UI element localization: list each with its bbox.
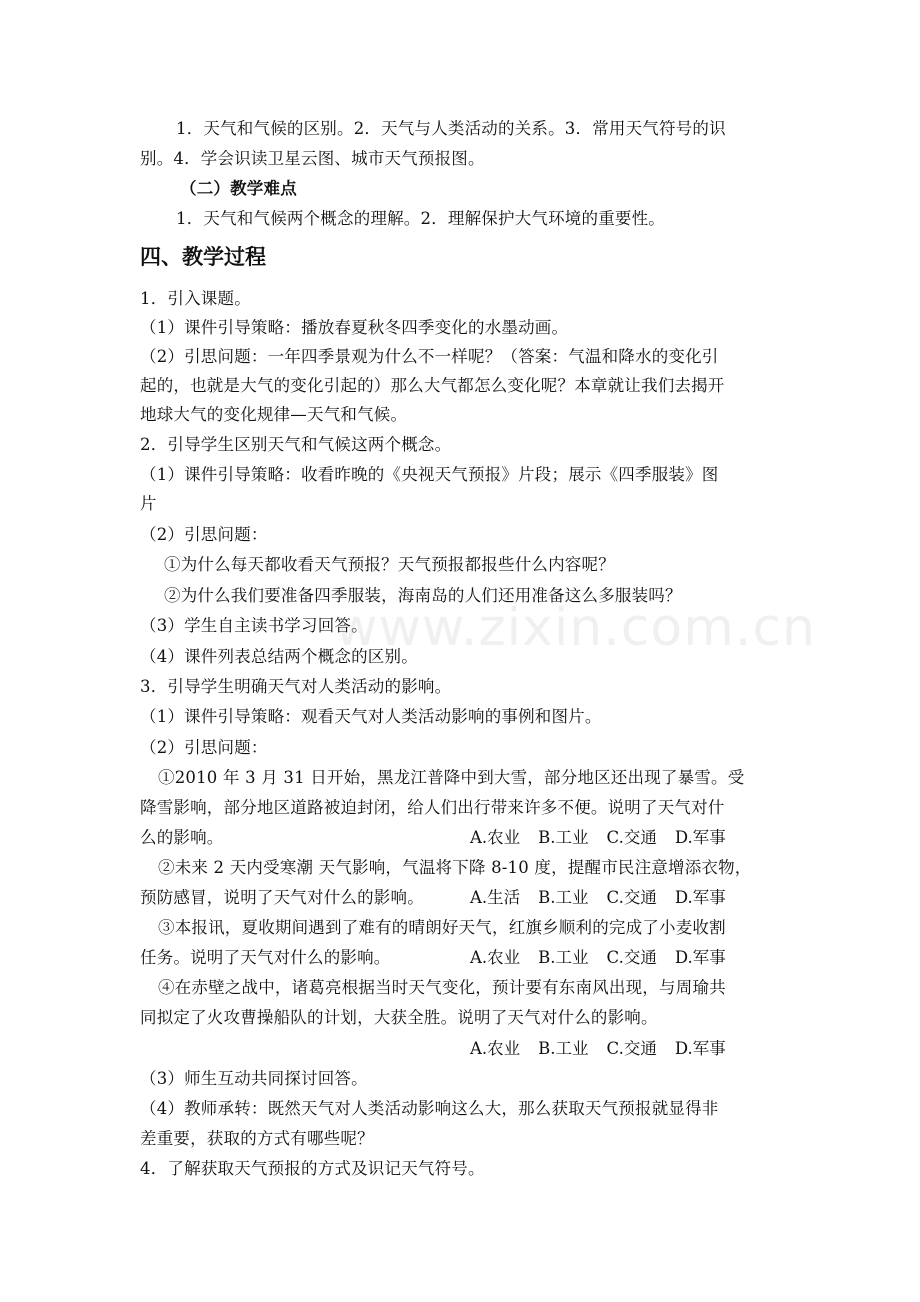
option-d: D.军事 — [674, 828, 726, 847]
text-line: 4．了解获取天气预报的方式及识记天气符号。 — [140, 1159, 485, 1178]
text-line: 1．引入课题。 — [140, 289, 251, 308]
option-b: B.工业 — [538, 888, 589, 907]
option-b: B.工业 — [538, 948, 589, 967]
text-line: （2）引思问题： — [140, 738, 268, 757]
option-c: C.交通 — [606, 948, 657, 967]
text-line: 2．引导学生区别天气和气候这两个概念。 — [140, 435, 452, 454]
text-line: ①为什么每天都收看天气预报？天气预报都报些什么内容呢？ — [164, 555, 615, 574]
text-line: 么的影响。 — [140, 828, 224, 847]
text-line: （4）教师承转：既然天气对人类活动影响这么大，那么获取天气预报就显得非 — [140, 1099, 719, 1118]
text-line: ④在赤壁之战中，诸葛亮根据当时天气变化，预计要有东南风出现，与周瑜共 — [158, 978, 726, 997]
option-b: B.工业 — [538, 828, 589, 847]
text-line: （3）师生互动共同探讨回答。 — [140, 1069, 368, 1088]
text-line: ③本报讯，夏收期间遇到了难有的晴朗好天气，红旗乡顺利的完成了小麦收割 — [158, 918, 726, 937]
text-line: 预防感冒，说明了天气对什么的影响。 — [140, 888, 424, 907]
option-a: A.农业 — [470, 828, 521, 847]
text-line: （4）课件列表总结两个概念的区别。 — [140, 647, 418, 666]
answer-options — [470, 826, 744, 850]
option-d: D.军事 — [674, 888, 726, 907]
text-line: 1．天气和气候两个概念的理解。2．理解保护大气环境的重要性。 — [176, 209, 665, 228]
option-d: D.军事 — [674, 1039, 726, 1058]
answer-options — [470, 946, 744, 970]
text-line: 起的，也就是大气的变化引起的）那么大气都怎么变化呢？本章就让我们去揭开 — [140, 376, 725, 395]
text-line: （2）引思问题： — [140, 525, 268, 544]
option-c: C.交通 — [606, 1039, 657, 1058]
text-line: 1．天气和气候的区别。2．天气与人类活动的关系。3．常用天气符号的识 — [176, 119, 726, 138]
text-line: 同拟定了火攻曹操船队的计划，大获全胜。说明了天气对什么的影响。 — [140, 1008, 658, 1027]
text-line: ②未来 2 天内受寒潮 天气影响，气温将下降 8-10 度，提醒市民注意增添衣物， — [158, 858, 752, 877]
text-line: 别。4．学会识读卫星云图、城市天气预报图。 — [140, 149, 485, 168]
text-line: 3．引导学生明确天气对人类活动的影响。 — [140, 677, 452, 696]
option-c: C.交通 — [606, 828, 657, 847]
text-line: 片 — [140, 494, 157, 513]
text-line: 降雪影响，部分地区道路被迫封闭，给人们出行带来许多不便。说明了天气对什 — [140, 798, 725, 817]
text-line: （2）引思问题：一年四季景观为什么不一样呢？（答案：气温和降水的变化引 — [140, 347, 719, 366]
text-line: ②为什么我们要准备四季服装，海南岛的人们还用准备这么多服装吗？ — [164, 586, 682, 605]
option-a: A.农业 — [470, 1039, 521, 1058]
text-line: （1）课件引导策略：播放春夏秋冬四季变化的水墨动画。 — [140, 318, 569, 337]
text-line: 差重要，获取的方式有哪些呢？ — [140, 1129, 374, 1148]
section-subheading: （二）教学难点 — [180, 179, 297, 198]
text-line: （3）学生自主读书学习回答。 — [140, 616, 368, 635]
section-heading: 四、教学过程 — [140, 244, 266, 269]
text-line: 地球大气的变化规律—天气和气候。 — [140, 405, 408, 424]
option-c: C.交通 — [606, 888, 657, 907]
text-line: 任务。说明了天气对什么的影响。 — [140, 948, 391, 967]
text-line: ①2010 年 3 月 31 日开始，黑龙江普降中到大雪，部分地区还出现了暴雪。受 — [158, 768, 745, 787]
watermark: www.zixin.com.cn — [335, 598, 816, 658]
option-b: B.工业 — [538, 1039, 589, 1058]
text-line: （1）课件引导策略：收看昨晚的《央视天气预报》片段；展示《四季服装》图 — [140, 465, 719, 484]
option-a: A.生活 — [470, 888, 521, 907]
answer-options — [470, 886, 744, 910]
text-line: （1）课件引导策略：观看天气对人类活动影响的事例和图片。 — [140, 707, 602, 726]
option-a: A.农业 — [470, 948, 521, 967]
answer-options — [470, 1037, 744, 1061]
option-d: D.军事 — [674, 948, 726, 967]
